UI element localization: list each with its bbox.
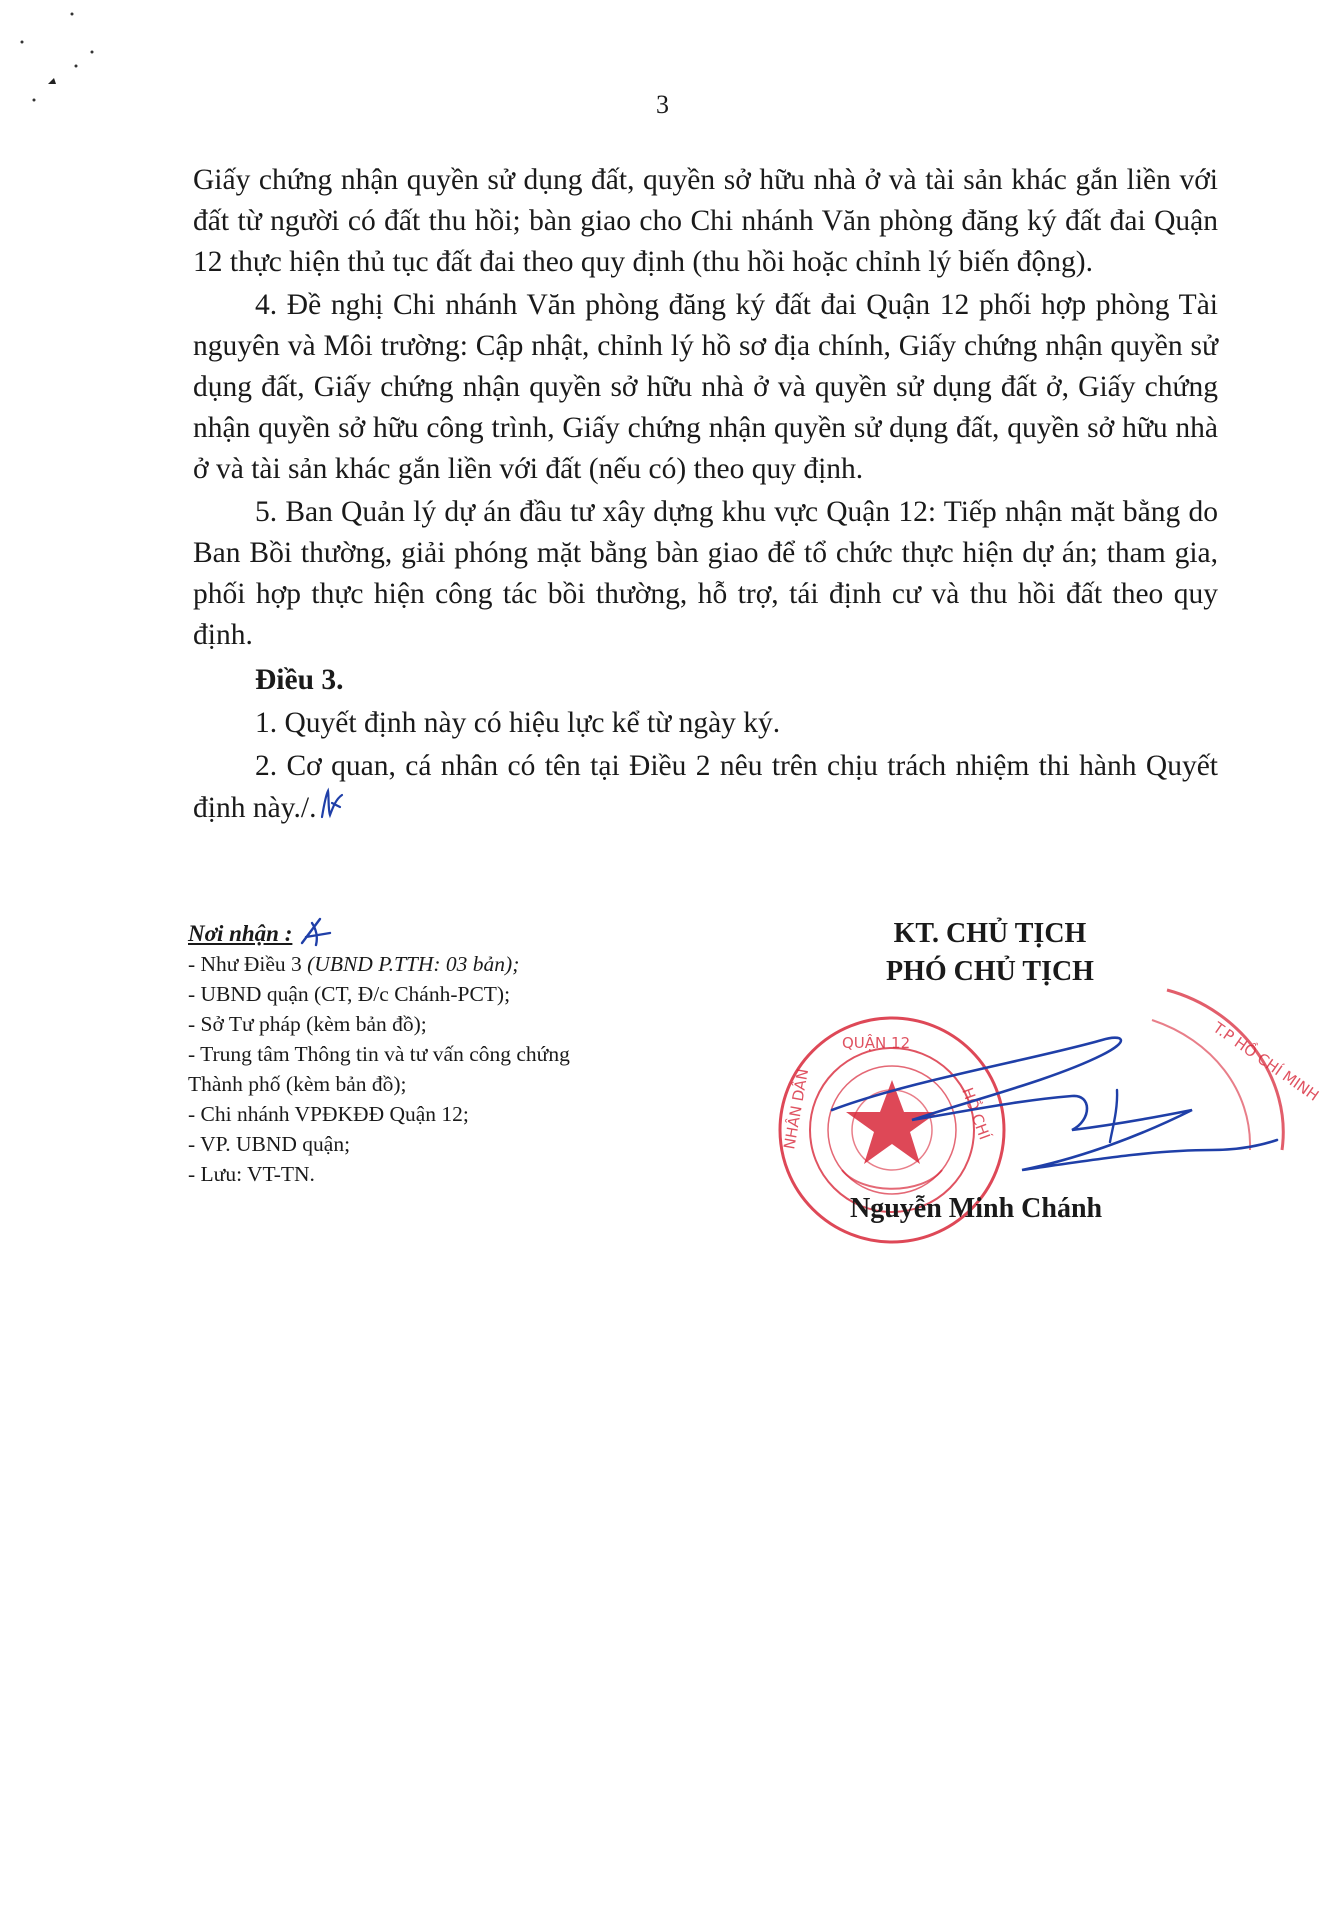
svg-text:QUẬN 12: QUẬN 12: [842, 1034, 911, 1052]
paragraph-continuation: Giấy chứng nhận quyền sử dụng đất, quyền sở hữu nhà ở và tài sản khác gắn liền với đất từ người có đất thu hồi; bàn giao cho Chi nhánh Văn phòng đăng ký đất đai Quận 12 thực hiện thủ tục đất đai theo quy định (thu hồi hoặc chỉnh lý biến động).: [193, 164, 1218, 278]
initial-mark-icon: [298, 915, 338, 947]
article-item-2: [193, 746, 1218, 829]
signer-position-2: PHÓ CHỦ TỊCH: [886, 956, 1094, 987]
recipient-item: - VP. UBND quận;: [188, 1132, 351, 1156]
recipient-item: - Sở Tư pháp (kèm bản đồ);: [188, 1012, 427, 1036]
paragraph-item-4: 4. Đề nghị Chi nhánh Văn phòng đăng ký đất đai Quận 12 phối hợp phòng Tài nguyên và Môi trường: Cập nhật, chỉnh lý hồ sơ địa chính, Giấy chứng nhận quyền sử dụng đất, Giấy chứng nhận quyền sở hữu nhà ở và quyền sử dụng đất ở, Giấy chứng nhận quyền sở hữu công trình, Giấy chứng nhận quyền sử dụng đất, quyền sở hữu nhà ở và tài sản khác gắn liền với đất (nếu có) theo quy định.: [193, 289, 1218, 485]
recipient-prefix: - Như Điều 3: [188, 952, 308, 976]
signer-name: Nguyễn Minh Chánh: [850, 1193, 1103, 1224]
page-number: 3: [656, 90, 669, 119]
document-body: [193, 160, 1218, 829]
article-item-2-text: 2. Cơ quan, cá nhân có tên tại Điều 2 nêu trên chịu trách nhiệm thi hành Quyết định này./.: [193, 750, 1218, 824]
recipient-item: - Lưu: VT-TN.: [188, 1162, 315, 1186]
signature-block: [780, 915, 1323, 1224]
recipients-block: [188, 915, 608, 1189]
recipient-item: - Trung tâm Thông tin và tư vấn công chứng Thành phố (kèm bản đồ);: [188, 1042, 570, 1096]
article-item-1: 1. Quyết định này có hiệu lực kể từ ngày ký.: [255, 707, 781, 739]
svg-text:NHÂN DÂN: NHÂN DÂN: [780, 1067, 813, 1151]
recipients-title: Nơi nhận :: [188, 921, 293, 946]
initial-signature-icon: [316, 787, 346, 821]
svg-text:HỒ CHÍ: HỒ CHÍ: [958, 1085, 994, 1143]
paragraph-item-5: 5. Ban Quản lý dự án đầu tư xây dựng khu vực Quận 12: Tiếp nhận mặt bằng do Ban Bồi thường, giải phóng mặt bằng bàn giao để tổ chức thực hiện dự án; tham gia, phối hợp thực hiện công tác bồi thường, hỗ trợ, tái định cư và thu hồi đất theo quy định.: [193, 496, 1218, 651]
recipient-item: - Chi nhánh VPĐKĐĐ Quận 12;: [188, 1102, 469, 1126]
recipient-item: [188, 949, 608, 979]
svg-text:T.P HỒ CHÍ MINH: T.P HỒ CHÍ MINH: [1209, 1018, 1323, 1105]
article-heading: Điều 3.: [255, 664, 344, 696]
recipient-item: - UBND quận (CT, Đ/c Chánh-PCT);: [188, 982, 511, 1006]
recipients-heading: [188, 915, 608, 949]
recipient-note: (UBND P.TTH: 03 bản);: [307, 952, 520, 976]
signer-position-1: KT. CHỦ TỊCH: [893, 918, 1087, 949]
recipients-list: [188, 949, 608, 1189]
